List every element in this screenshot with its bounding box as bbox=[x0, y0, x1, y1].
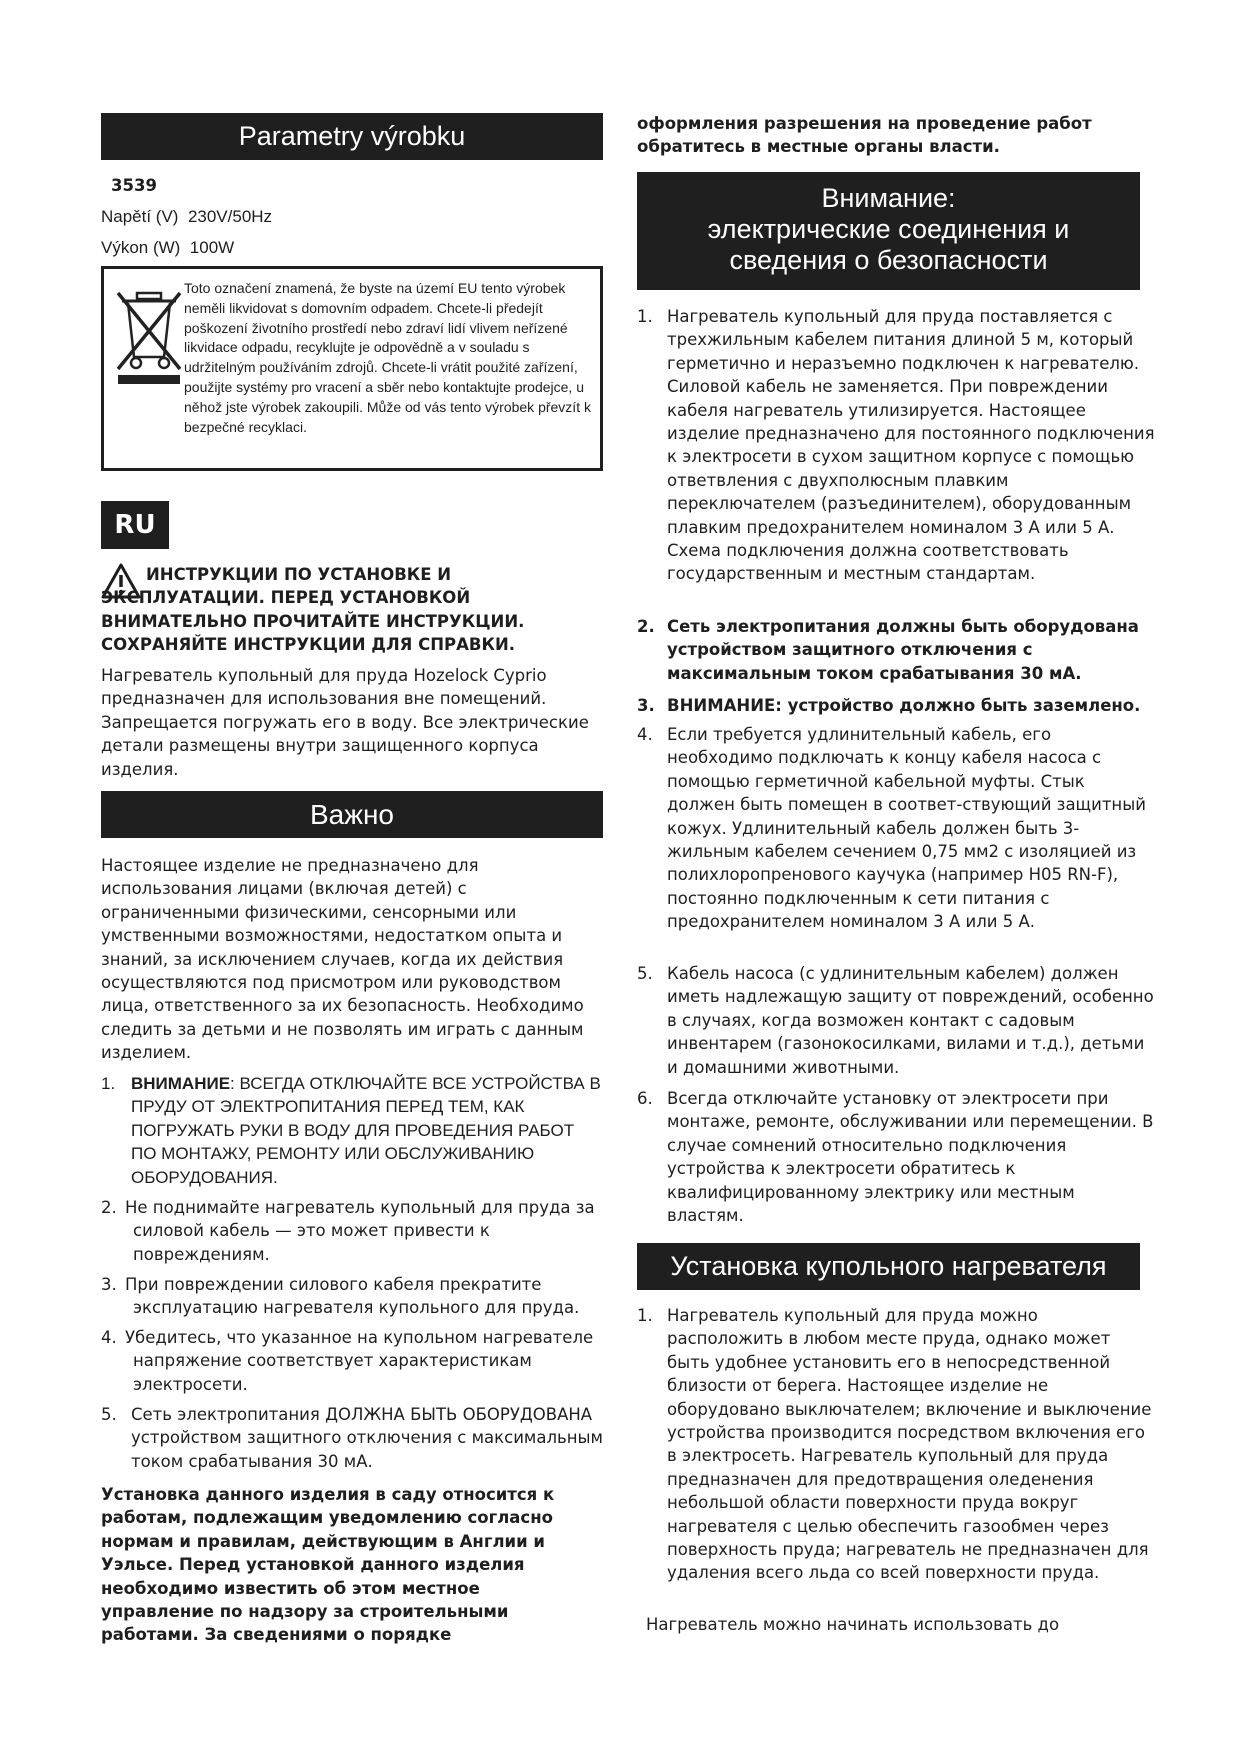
attention-title-line-3: сведения о безопасности bbox=[729, 245, 1048, 275]
list-item bbox=[637, 694, 1155, 717]
list-number: 6. bbox=[637, 1089, 653, 1108]
list-item bbox=[637, 305, 1155, 586]
list-text: Не поднимайте нагреватель купольный для пруда за силовой кабель — это может привести к повреждениям. bbox=[125, 1198, 595, 1264]
list-item bbox=[637, 1087, 1155, 1227]
voltage-row bbox=[101, 205, 272, 228]
list-text: Убедитесь, что указанное на купольном нагревателе напряжение соответствует характеристикам электросети. bbox=[125, 1328, 594, 1394]
crossed-bin-icon bbox=[114, 287, 184, 387]
weee-notice-box bbox=[101, 266, 603, 471]
continuation-text: оформления разрешения на проведение работ обратитесь в местные органы власти. bbox=[637, 114, 1092, 157]
list-number: 4. bbox=[101, 1328, 117, 1347]
section-header-attention bbox=[637, 172, 1140, 290]
list-item bbox=[637, 962, 1155, 1079]
list-item bbox=[101, 1196, 597, 1266]
weee-text: Toto označení znamená, že byste na území EU tento výrobek neměli likvidovat s domovním odpadem. Chcete-li předejít poškození životního prostředí nebo zdraví lidí vlivem neřízené likvidace odpadu, recyklujte je odpovědně a v souladu s udržitelným používáním zdrojů. Chcete-li vrátit použité zařízení, použijte systémy pro vracení a sběr nebo kontaktujte prodejce, u něhož jste výrobek zakoupili. Může od vás tento výrobek převzít k bezpečné recyklaci. bbox=[184, 280, 591, 435]
list-number: 5. bbox=[637, 964, 653, 983]
section-header-important bbox=[101, 791, 603, 838]
warning-heading bbox=[101, 563, 581, 657]
list-item bbox=[101, 1072, 603, 1189]
parameters-title: Parametry výrobku bbox=[238, 121, 466, 151]
list-text: При повреждении силового кабеля прекратите эксплуатацию нагревателя купольного для пруда. bbox=[125, 1275, 580, 1318]
list-text: Сеть электропитания ДОЛЖНА БЫТЬ ОБОРУДОВАНА устройством защитного отключения с максимальным током срабатывания 30 мА. bbox=[131, 1405, 604, 1471]
power-label: Výkon (W) bbox=[101, 238, 181, 257]
list-item bbox=[637, 615, 1155, 685]
list-number: 3. bbox=[637, 696, 655, 715]
list-number: 3. bbox=[101, 1275, 117, 1294]
list-number: 1. bbox=[637, 307, 653, 326]
list-number: 4. bbox=[637, 725, 653, 744]
voltage-label: Napětí (V) bbox=[101, 207, 179, 226]
list-item bbox=[637, 723, 1155, 934]
installation-title: Установка купольного нагревателя bbox=[670, 1251, 1107, 1281]
list-item bbox=[637, 1304, 1155, 1585]
list-text: : ВСЕГДА ОТКЛЮЧАЙТЕ ВСЕ УСТРОЙСТВА В ПРУДУ ОТ ЭЛЕКТРОПИТАНИЯ ПЕРЕД ТЕМ, КАК ПОГРУЖАТЬ РУКИ В ВОДУ ДЛЯ ПРОВЕДЕНИЯ РАБОТ ПО МОНТАЖУ, РЕМОНТУ ИЛИ ОБСЛУЖИВАНИЮ ОБОРУДОВАНИЯ. bbox=[131, 1074, 601, 1187]
list-number: 2. bbox=[637, 617, 655, 636]
list-text: Всегда отключайте установку от электросети при монтаже, ремонте, обслуживании или перемещении. В случае сомнений относительно подключения устройства к электросети обратитесь к квалифицированному электрику или местным властям. bbox=[667, 1089, 1154, 1226]
list-number: 5. bbox=[101, 1405, 117, 1424]
important-paragraph: Настоящее изделие не предназначено для использования лицами (включая детей) с ограниченными физическими, сенсорными или умственными возможностями, недостатком опыта и знаний, за исключением случаев, когда их действия осуществляются под присмотром или руководством лица, ответственного за их безопасность. Необходимо следить за детьми и не позволять им играть с данным изделием. bbox=[101, 856, 584, 1063]
language-badge bbox=[101, 501, 169, 549]
list-item bbox=[101, 1403, 603, 1473]
language-code: RU bbox=[114, 510, 156, 540]
power-row bbox=[101, 236, 234, 259]
list-item bbox=[101, 1273, 597, 1320]
list-text: Если требуется удлинительный кабель, его необходимо подключать к концу кабеля насоса с помощью герметичной кабельной муфты. Стык должен быть помещен в соответ-ствующий защитный кожух. Удлинительный кабель должен быть 3-жильным кабелем сечением 0,75 мм2 с изоляцией из полихлоропренового каучука (например H05 RN-F), постоянно подключенным к сети питания с предохранителем номиналом 3 А или 5 А. bbox=[667, 725, 1146, 932]
list-number: 1. bbox=[101, 1074, 116, 1093]
important-title: Важно bbox=[309, 799, 394, 830]
list-text: Нагреватель купольный для пруда можно расположить в любом месте пруда, однако может быть удобнее установить его в непосредственной близости от берега. Настоящее изделие не оборудовано выключателем; включение и выключение устройства производится посредством включения его в электросеть. Нагреватель купольный для пруда предназначен для предотвращения оледенения небольшой области поверхности пруда вокруг нагревателя с целью обеспечить газообмен через поверхность пруда; нагреватель не предназначен для удаления всего льда со всей поверхности пруда. bbox=[667, 1306, 1152, 1583]
attention-title-line-1: Внимание: bbox=[821, 183, 956, 213]
list-text: Сеть электропитания должны быть оборудована устройством защитного отключения с максимальным током срабатывания 30 мА. bbox=[667, 617, 1139, 683]
attention-title-line-2: электрические соединения и bbox=[707, 214, 1070, 244]
power-value: 100W bbox=[189, 238, 235, 257]
garden-notice: Установка данного изделия в саду относится к работам, подлежащим уведомлению согласно нормам и правилам, действующим в Англии и Уэльсе. Перед установкой данного изделия необходимо известить об этом местное управление по надзору за строительными работами. За сведениями о порядке bbox=[101, 1485, 555, 1645]
voltage-value: 230V/50Hz bbox=[187, 207, 273, 226]
list-item bbox=[101, 1326, 597, 1396]
list-number: 1. bbox=[637, 1306, 653, 1325]
warning-heading-text: ИНСТРУКЦИИ ПО УСТАНОВКЕ И ЭКСПЛУАТАЦИИ. ПЕРЕД УСТАНОВКОЙ ВНИМАТЕЛЬНО ПРОЧИТАЙТЕ ИНСТРУКЦИИ. СОХРАНЯЙТЕ ИНСТРУКЦИИ ДЛЯ СПРАВКИ. bbox=[101, 565, 525, 655]
section-header-parameters bbox=[101, 113, 603, 160]
intro-paragraph: Нагреватель купольный для пруда Hozelock Cyprio предназначен для использования вне помещений. Запрещается погружать его в воду. Все электрические детали размещены внутри защищенного корпуса изделия. bbox=[101, 666, 589, 779]
list-text: Кабель насоса (с удлинительным кабелем) должен иметь надлежащую защиту от повреждений, особенно в случаях, когда возможен контакт с садовым инвентарем (газонокосилками, вилами и т.д.), детьми и домашними животными. bbox=[667, 964, 1154, 1077]
list-text: Нагреватель купольный для пруда поставляется с трехжильным кабелем питания длиной 5 м, который герметично и неразъемно подключен к нагревателю. Силовой кабель не заменяется. При повреждении кабеля нагреватель утилизируется. Настоящее изделие предназначено для постоянного подключения к электросети в сухом защитном корпусе с помощью ответвления с двухполюсным плавким переключателем (разъединителем), оборудованным плавким предохранителем номиналом 3 А или 5 А. Схема подключения должна соответствовать государственным и местным стандартам. bbox=[667, 307, 1155, 584]
model-number: 3539 bbox=[111, 176, 157, 195]
section-header-installation bbox=[637, 1243, 1140, 1290]
tail-text: Нагреватель можно начинать использовать до bbox=[646, 1615, 1060, 1634]
list-text: ВНИМАНИЕ: устройство должно быть заземлено. bbox=[667, 696, 1141, 715]
list-bold: ВНИМАНИЕ bbox=[131, 1074, 231, 1093]
list-number: 2. bbox=[101, 1198, 117, 1217]
